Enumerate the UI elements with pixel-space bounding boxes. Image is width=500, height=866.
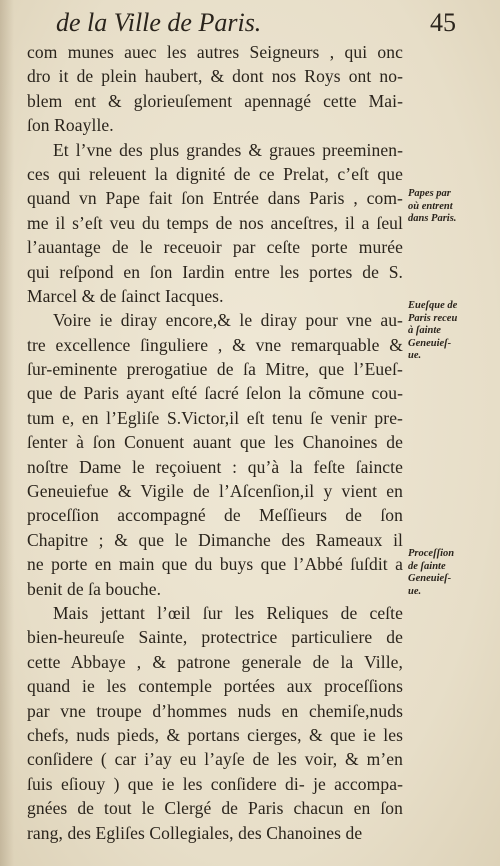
text-line: conſidere ( car i’ay eu l’ayſe de les voir, & m’en [27,749,403,770]
text-line: noſtre Dame le reçoiuent : qu’à la feſte ſaincte [27,456,403,477]
margin-note-line: où entrent [408,200,453,212]
text-line: Geneuiefue & Vigile de l’Aſcenſion,il y vient en [27,481,403,502]
margin-note-line: de ſainte [408,560,446,572]
margin-note-line: Geneuieſ- [408,573,452,584]
text-line: que de Paris ayant eſté ſacré ſelon la cõmune cou- [27,383,403,404]
text-line: Marcel & de ſainct Iacques. [27,285,224,306]
text-line: cette Abbaye , & patrone generale de la Ville, [27,651,403,672]
gutter-shadow [0,0,14,866]
text-line: Voire ie diray encore,& le diray pour vne au- [53,310,403,331]
text-line: blem ent & glorieuſement apennagé cette Mai- [27,90,403,111]
text-line: quand vn Pape fait ſon Entrée dans Paris , com- [27,188,403,209]
text-line: chefs, nuds pieds, & portans cierges, & que ie les [27,724,403,745]
text-line: Mais jettant l’œil ſur les Reliques de ceſte [53,602,403,623]
text-line: proceſſion accompagné de Meſſieurs de ſon [27,505,403,526]
text-line: bien-heureuſe Sainte, protectrice particuliere de [27,627,403,648]
text-line: Chapitre ; & que le Dimanche des Rameaux il [27,529,403,550]
text-line: ſenter à ſon Conuent auant que les Chanoines de [27,432,403,453]
text-line: qui reſpond en ſon Iardin entre les portes de S. [27,261,403,282]
margin-note-line: ue. [408,585,422,597]
margin-note-line: Papes par [408,188,451,199]
text-line: com munes auec les autres Seigneurs , qui onc [27,42,403,62]
margin-note-line: Proceſſion [408,548,455,559]
margin-note-line: à ſainte [408,325,441,336]
text-line: tum e, en l’Egliſe S.Victor,il eſt tenu ſe venir pre- [27,407,403,428]
page-number: 45 [430,8,456,37]
margin-note-eueque [408,300,498,363]
text-line: rang, des Egliſes Collegiales, des Chanoines de [27,822,363,843]
margin-note-procession [408,548,498,598]
text-line: gnées de tout le Clergé de Paris chacun en ſon [27,798,403,819]
text-line: Et l’vne des plus grandes & graues preeminen- [53,139,403,160]
margin-note-line: Paris receu [408,312,458,324]
text-line: ſur-eminente prerogatiue de ſa Mitre, que l’Eueſ- [27,359,403,380]
body-text [27,40,403,843]
running-title: de la Ville de Paris. [56,8,262,37]
margin-note-line: Eueſque de [408,300,458,311]
text-line: me il s’eſt veu du temps de nos anceſtres, il a ſeul [27,212,403,233]
margin-note-line: dans Paris. [408,213,457,224]
margin-note-line: Geneuieſ- [408,337,452,349]
text-line: l’auantage de le receuoir par ceſte porte murée [27,237,403,258]
page-header [56,8,456,38]
text-line: ne porte en main que du buys que l’Abbé ſuſdit a [27,554,403,575]
text-line: par vne troupe d’hommes nuds en chemiſe,nuds [27,700,403,721]
margin-note-line: ue. [408,350,422,361]
text-line: tre excellence ſinguliere , & vne remarquable & [27,334,403,355]
text-line: ſuis eſiouy ) que ie les conſidere di- je accompa- [27,773,403,794]
text-line: benit de ſa bouche. [27,578,162,599]
text-line: dro it de plein haubert, & dont nos Roys ont no- [27,66,403,87]
text-line: ces qui releuent la dignité de ce Prelat, c’eſt que [27,163,403,184]
text-line: quand ie les contemple portées aux proceſſions [27,676,403,697]
text-line: ſon Roaylle. [27,115,114,136]
margin-notes [408,0,498,866]
margin-note-papes [408,188,498,226]
